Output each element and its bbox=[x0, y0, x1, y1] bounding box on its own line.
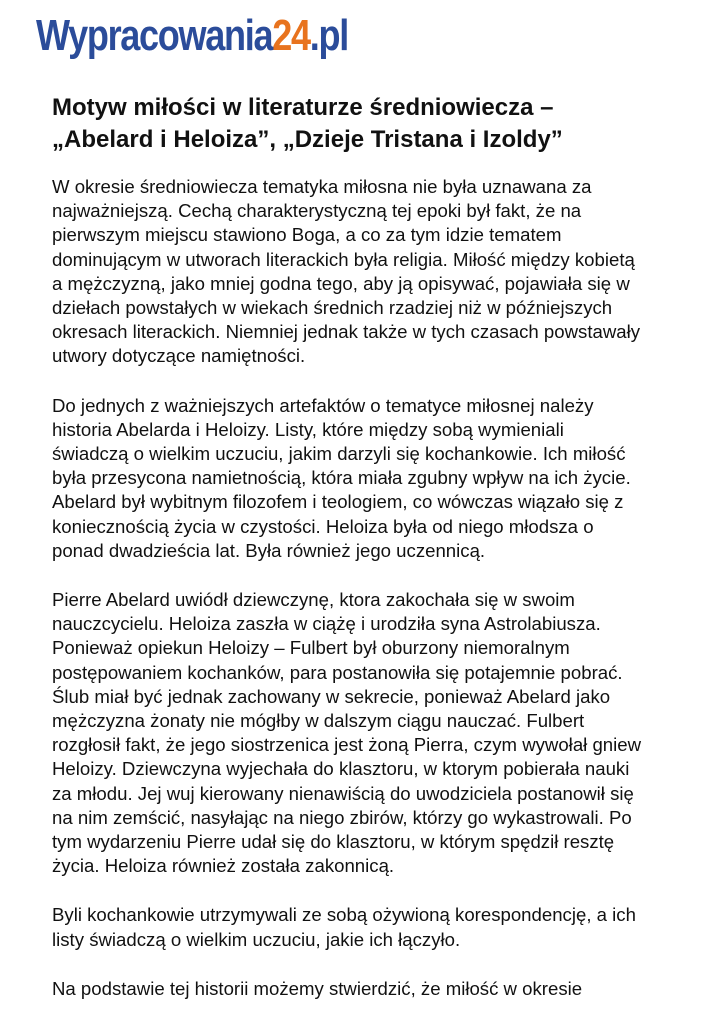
text-line: historia Abelarda i Heloizy. Listy, które między sobą wymieniali bbox=[52, 418, 564, 440]
text-line: była przesycona namietnością, która miała zgubny wpływ na ich życie. bbox=[52, 467, 631, 489]
text-line: na nim zemścić, nasyłając na niego zbirów, którzy go wykastrowali. Po bbox=[52, 806, 632, 828]
title-line: Motyw miłości w literaturze średniowiecza – bbox=[52, 94, 554, 121]
text-line: tym wydarzeniu Pierre udał się do klasztoru, w którym spędził resztę bbox=[52, 831, 615, 853]
text-line: świadczą o wielkim uczuciu, jakim darzyli się kochankowie. Ich miłość bbox=[52, 443, 626, 465]
text-line: postępowaniem kochanków, para postanowiła się potajemnie pobrać. bbox=[52, 661, 623, 683]
text-line: Ślub miał być jednak zachowany w sekrecie, ponieważ Abelard jako bbox=[52, 685, 611, 707]
logo-tld-text: .pl bbox=[309, 11, 348, 60]
text-line: koniecznością życia w czystości. Heloiza była od niego młodsza o bbox=[52, 515, 594, 537]
paragraph bbox=[52, 175, 692, 369]
text-line: Byli kochankowie utrzymywali ze sobą ożywioną korespondencję, a ich bbox=[52, 904, 636, 926]
paragraph bbox=[52, 588, 692, 878]
paragraph bbox=[52, 977, 692, 1001]
text-line: rozgłosił fakt, że jego siostrzenica jest żoną Pierra, czym wywołał gniew bbox=[52, 734, 642, 756]
text-line: Do jednych z ważniejszych artefaktów o tematyce miłosnej należy bbox=[52, 394, 594, 416]
text-line: Abelard był wybitnym filozofem i teologiem, co wówczas wiązało się z bbox=[52, 491, 624, 513]
text-line: a mężczyzną, jako mniej godna tego, aby ją opisywać, pojawiała się w bbox=[52, 272, 630, 294]
text-line: Heloizy. Dziewczyna wyjechała do klasztoru, w ktorym pobierała nauki bbox=[52, 758, 630, 780]
text-line: mężczyzna żonaty nie mógłby w dalszym ciągu nauczać. Fulbert bbox=[52, 710, 585, 732]
text-line: za młodu. Jej wuj kierowany nienawiścią do uwodziciela postanowił się bbox=[52, 782, 634, 804]
text-line: Na podstawie tej historii możemy stwierdzić, że miłość w okresie bbox=[52, 977, 583, 999]
text-line: dziełach powstałych w wiekach średnich rzadziej niż w późniejszych bbox=[52, 297, 613, 319]
logo-brand-text: Wypracowania bbox=[36, 11, 273, 60]
text-line: dominującym w utworach literackich była religia. Miłość między kobietą bbox=[52, 248, 635, 270]
paragraph bbox=[52, 903, 692, 951]
text-line: okresach literackich. Niemniej jednak także w tych czasach powstawały bbox=[52, 321, 641, 343]
text-line: najważniejszą. Cechą charakterystyczną tej epoki był fakt, że na bbox=[52, 200, 582, 222]
text-line: W okresie średniowiecza tematyka miłosna nie była uznawana za bbox=[52, 176, 592, 197]
document-body bbox=[52, 175, 692, 1026]
paragraph bbox=[52, 394, 692, 563]
text-line: ponad dwadzieścia lat. Była również jego uczennicą. bbox=[52, 539, 486, 561]
text-line: Ponieważ opiekun Heloizy – Fulbert był oburzony niemoralnym bbox=[52, 637, 570, 659]
logo-number-text: 24 bbox=[272, 11, 310, 60]
text-line: nauczcycielu. Heloiza zaszła w ciążę i urodziła syna Astrolabiusza. bbox=[52, 613, 601, 635]
site-logo[interactable] bbox=[36, 11, 348, 60]
text-line: listy świadczą o wielkim uczuciu, jakie ich łączyło. bbox=[52, 928, 461, 950]
text-line: Pierre Abelard uwiódł dziewczynę, ktora zakochała się w swoim bbox=[52, 589, 575, 611]
title-line: „Abelard i Heloiza”, „Dzieje Tristana i Izoldy” bbox=[52, 126, 563, 153]
text-line: pierwszym miejscu stawiono Boga, a co za tym idzie tematem bbox=[52, 224, 562, 246]
text-line: życia. Heloiza również została zakonnicą. bbox=[52, 855, 395, 877]
document-title bbox=[52, 92, 692, 156]
text-line: utwory dotyczące namiętności. bbox=[52, 345, 306, 367]
